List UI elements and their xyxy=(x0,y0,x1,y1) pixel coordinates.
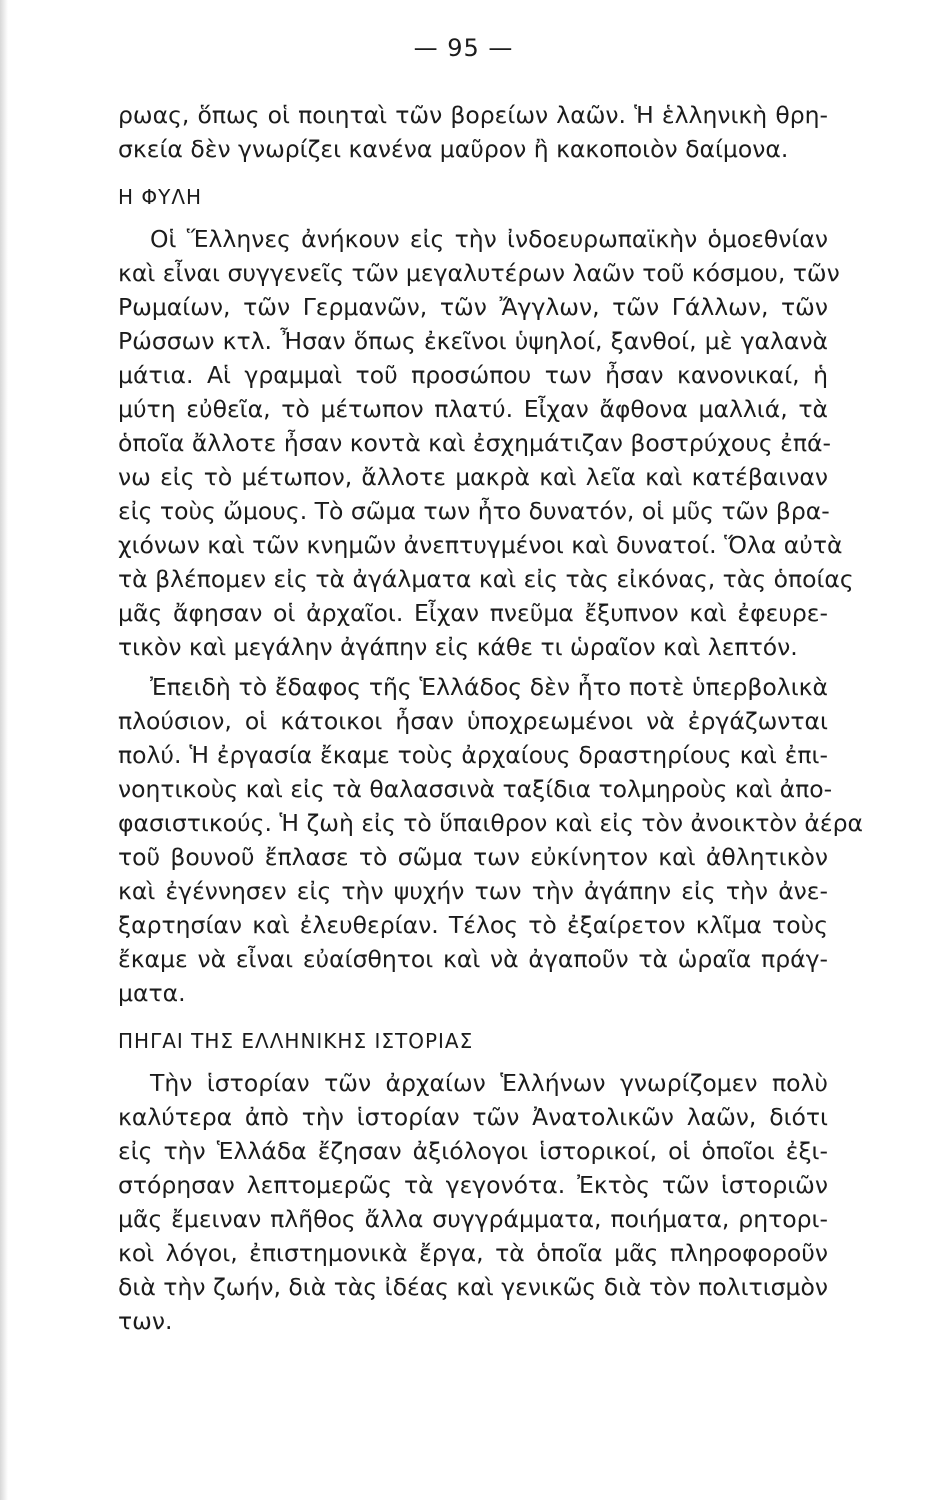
text-line: πλούσιον, οἱ κάτοικοι ἦσαν ὑποχρεωμένοι νὰ ἐργάζωνται xyxy=(118,707,828,735)
section-heading-phyle: Η ΦΥΛΗ xyxy=(118,185,203,209)
text-line: Οἱ Ἕλληνες ἀνήκουν εἰς τὴν ἰνδοευρωπαϊκὴν ὁμοεθνίαν xyxy=(150,225,828,253)
page-body xyxy=(118,98,864,1338)
text-line: μύτη εὐθεῖα, τὸ μέτωπον πλατύ. Εἶχαν ἄφθονα μαλλιά, τὰ xyxy=(118,395,828,423)
text-line: τοῦ βουνοῦ ἔπλασε τὸ σῶμα των εὐκίνητον καὶ ἀθλητικὸν xyxy=(118,843,828,871)
text-line: τικὸν καὶ μεγάλην ἀγάπην εἰς κάθε τι ὡραῖον καὶ λεπτόν. xyxy=(118,633,798,661)
text-line: εἰς τοὺς ὤμους. Τὸ σῶμα των ἦτο δυνατόν, οἱ μῦς τῶν βρα- xyxy=(118,497,830,525)
text-line: κοὶ λόγοι, ἐπιστημονικὰ ἔργα, τὰ ὁποῖα μᾶς πληροφοροῦν xyxy=(118,1239,828,1267)
text-line: σκεία δὲν γνωρίζει κανένα μαῦρον ἢ κακοποιὸν δαίμονα. xyxy=(118,135,789,163)
text-line: νω εἰς τὸ μέτωπον, ἄλλοτε μακρὰ καὶ λεῖα καὶ κατέβαιναν xyxy=(118,463,828,491)
text-line: Τὴν ἱστορίαν τῶν ἀρχαίων Ἑλλήνων γνωρίζομεν πολὺ xyxy=(150,1069,828,1097)
text-line: χιόνων καὶ τῶν κνημῶν ἀνεπτυγμένοι καὶ δυνατοί. Ὅλα αὐτὰ xyxy=(118,531,843,559)
continuation-paragraph xyxy=(118,98,828,166)
section-heading-sources: ΠΗΓΑΙ ΤΗΣ ΕΛΛΗΝΙΚΗΣ ΙΣΤΟΡΙΑΣ xyxy=(118,1029,474,1053)
text-line: μᾶς ἔμειναν πλῆθος ἄλλα συγγράμματα, ποιήματα, ρητορι- xyxy=(118,1205,828,1233)
text-line: Ρώσσων κτλ. Ἦσαν ὅπως ἐκεῖνοι ὑψηλοί, ξανθοί, μὲ γαλανὰ xyxy=(118,327,828,355)
text-line: των. xyxy=(118,1307,173,1335)
text-line: πολύ. Ἡ ἐργασία ἔκαμε τοὺς ἀρχαίους δραστηρίους καὶ ἐπι- xyxy=(118,741,828,769)
text-line: νοητικοὺς καὶ εἰς τὰ θαλασσινὰ ταξίδια τολμηροὺς καὶ ἀπο- xyxy=(118,775,833,803)
text-line: μάτια. Αἱ γραμμαὶ τοῦ προσώπου των ἦσαν κανονικαί, ἡ xyxy=(118,361,828,389)
paragraph xyxy=(118,670,864,1010)
text-line: διὰ τὴν ζωήν, διὰ τὰς ἰδέας καὶ γενικῶς διὰ τὸν πολιτισμὸν xyxy=(118,1273,828,1301)
text-line: Ρωμαίων, τῶν Γερμανῶν, τῶν Ἄγγλων, τῶν Γάλλων, τῶν xyxy=(118,293,828,321)
page-edge-shadow xyxy=(0,0,8,1500)
text-line: ματα. xyxy=(118,979,186,1007)
text-line: καὶ εἶναι συγγενεῖς τῶν μεγαλυτέρων λαῶν τοῦ κόσμου, τῶν xyxy=(118,259,840,287)
text-line: ξαρτησίαν καὶ ἐλευθερίαν. Τέλος τὸ ἐξαίρετον κλῖμα τοὺς xyxy=(118,911,828,939)
text-line: καλύτερα ἀπὸ τὴν ἱστορίαν τῶν Ἀνατολικῶν λαῶν, διότι xyxy=(118,1103,828,1131)
text-line: καὶ ἐγέννησεν εἰς τὴν ψυχήν των τὴν ἀγάπην εἰς τὴν ἀνε- xyxy=(118,877,828,905)
paragraph xyxy=(118,222,854,664)
text-line: τὰ βλέπομεν εἰς τὰ ἀγάλματα καὶ εἰς τὰς εἰκόνας, τὰς ὁποίας xyxy=(118,565,854,593)
text-line: ὁποῖα ἄλλοτε ἦσαν κοντὰ καὶ ἐσχημάτιζαν βοστρύχους ἐπά- xyxy=(118,429,831,457)
text-line: εἰς τὴν Ἑλλάδα ἔζησαν ἀξιόλογοι ἱστορικοί, οἱ ὁποῖοι ἐξι- xyxy=(118,1137,828,1165)
text-line: Ἐπειδὴ τὸ ἔδαφος τῆς Ἑλλάδος δὲν ἦτο ποτὲ ὑπερβολικὰ xyxy=(150,673,828,701)
text-line: ἔκαμε νὰ εἶναι εὐαίσθητοι καὶ νὰ ἀγαποῦν τὰ ὡραῖα πράγ- xyxy=(118,945,828,973)
paragraph xyxy=(118,1066,828,1338)
text-line: ρωας, ὅπως οἱ ποιηταὶ τῶν βορείων λαῶν. Ἡ ἑλληνικὴ θρη- xyxy=(118,101,828,129)
page-number: — 95 — xyxy=(413,34,514,62)
text-line: φασιστικούς. Ἡ ζωὴ εἰς τὸ ὕπαιθρον καὶ εἰς τὸν ἀνοικτὸν ἀέρα xyxy=(118,809,864,837)
text-line: στόρησαν λεπτομερῶς τὰ γεγονότα. Ἐκτὸς τῶν ἱστοριῶν xyxy=(118,1171,828,1199)
text-line: μᾶς ἄφησαν οἱ ἀρχαῖοι. Εἶχαν πνεῦμα ἔξυπνον καὶ ἐφευρε- xyxy=(118,599,828,627)
